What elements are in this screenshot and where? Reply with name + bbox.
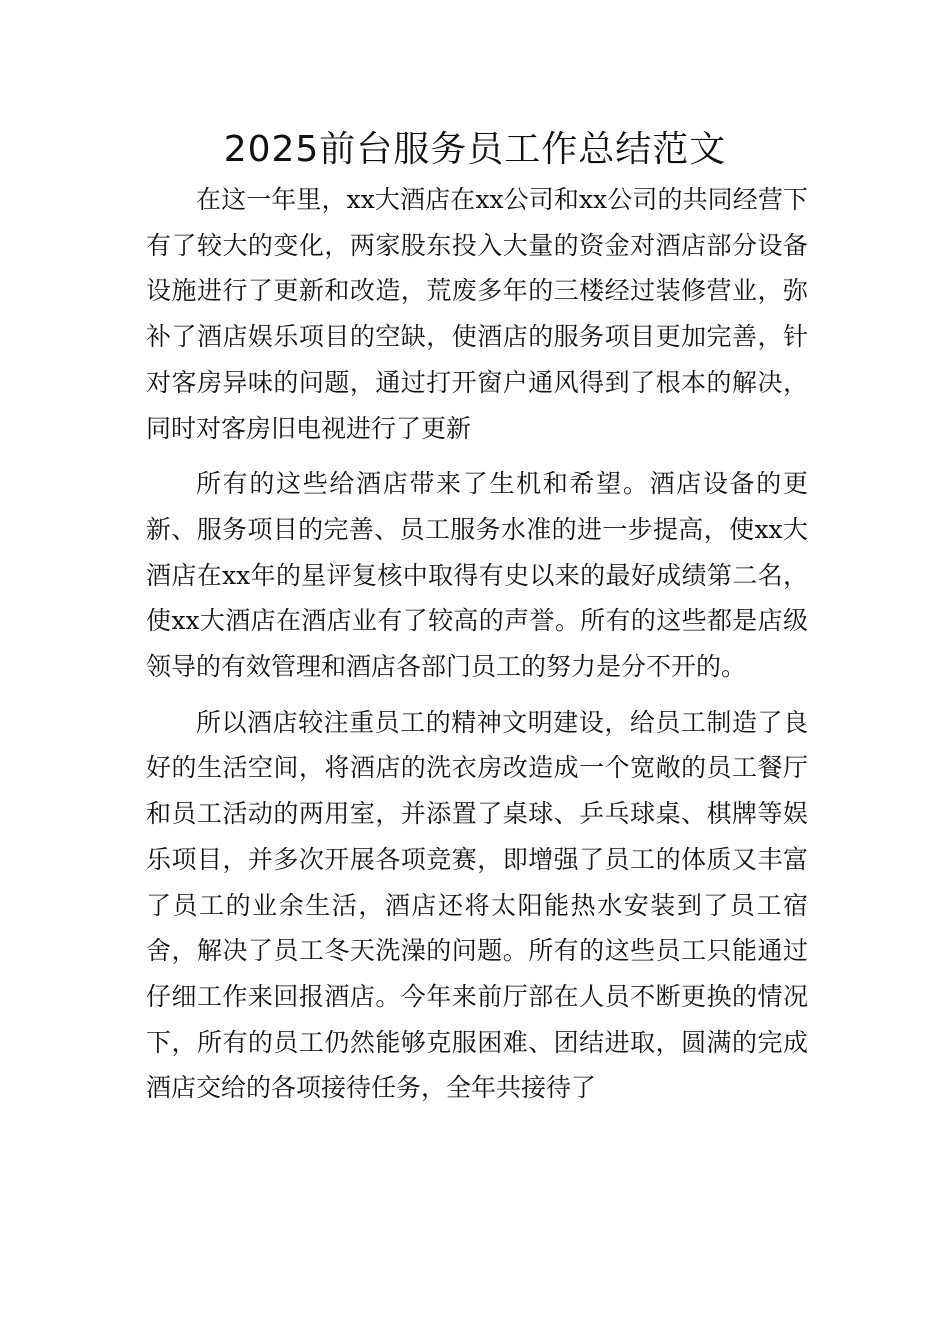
- document-title: 2025前台服务员工作总结范文: [223, 129, 727, 170]
- document-body: [146, 177, 808, 1111]
- paragraph-2: 所有的这些给酒店带来了生机和希望。酒店设备的更新、服务项目的完善、员工服务水准的进一步提高，使xx大酒店在xx年的星评复核中取得有史以来的最好成绩第二名，使xx大酒店在酒店业有了较高的声誉。所有的这些都是店级领导的有效管理和酒店各部门员工的努力是分不开的。: [146, 469, 808, 682]
- paragraph-3: 所以酒店较注重员工的精神文明建设，给员工制造了良好的生活空间，将酒店的洗衣房改造成一个宽敞的员工餐厅和员工活动的两用室，并添置了桌球、乒乓球桌、棋牌等娱乐项目，并多次开展各项竞赛，即增强了员工的体质又丰富了员工的业余生活，酒店还将太阳能热水安装到了员工宿舍，解决了员工冬天洗澡的问题。所有的这些员工只能通过仔细工作来回报酒店。今年来前厅部在人员不断更换的情况下，所有的员工仍然能够克服困难、团结进取，圆满的完成酒店交给的各项接待任务，全年共接待了: [146, 707, 808, 1103]
- paragraph-1: 在这一年里，xx大酒店在xx公司和xx公司的共同经营下有了较大的变化，两家股东投入大量的资金对酒店部分设备设施进行了更新和改造，荒废多年的三楼经过装修营业，弥补了酒店娱乐项目的空缺，使酒店的服务项目更加完善，针对客房异味的问题，通过打开窗户通风得到了根本的解决，同时对客房旧电视进行了更新: [146, 185, 808, 443]
